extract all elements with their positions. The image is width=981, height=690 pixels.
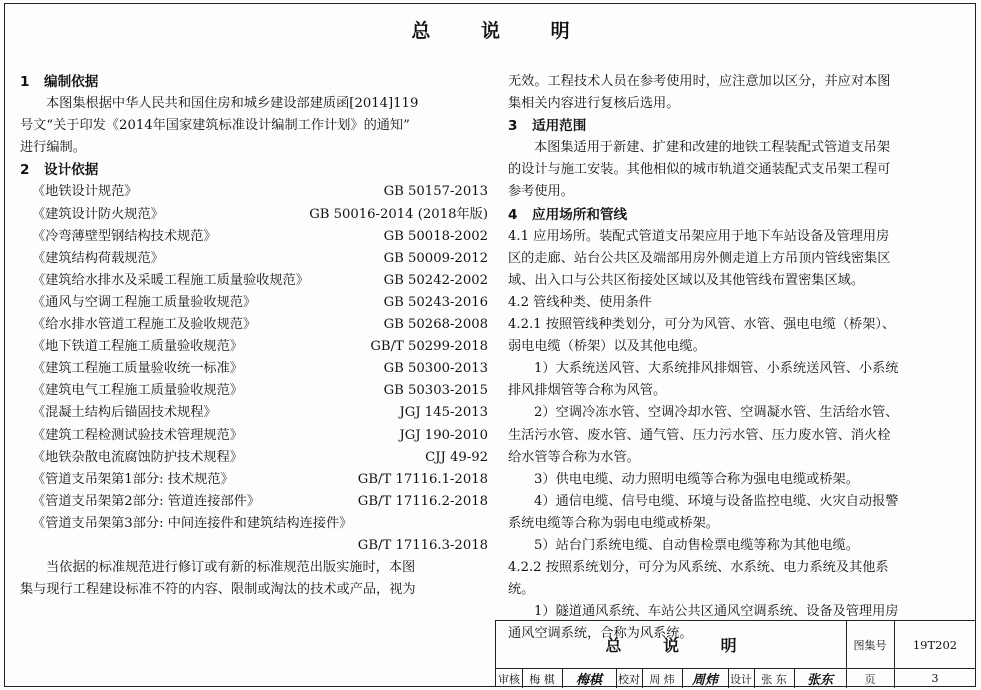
standard-row	[20, 292, 490, 314]
section-3-title: 适用范围	[532, 118, 587, 135]
standard-name: 《地铁杂散电流腐蚀防护技术规程》	[32, 449, 243, 465]
right-column	[508, 71, 966, 645]
section-2-title: 设计依据	[44, 162, 99, 179]
check-signature: 周炜	[691, 673, 718, 688]
standard-name: 《管道支吊架第3部分: 中间连接件和建筑结构连接件》	[32, 515, 353, 531]
standard-row	[20, 314, 490, 336]
continued-line: 无效。工程技术人员在参考使用时，应注意加以区分，并应对本图	[508, 74, 891, 89]
standard-name: 《混凝土结构后锚固技术规程》	[32, 405, 217, 421]
standard-row	[20, 248, 490, 270]
design-label: 设计	[730, 672, 752, 686]
standard-code: JGJ 145-2013	[399, 405, 488, 421]
check-label: 校对	[618, 672, 640, 686]
standard-name: 《给水排水管道工程施工及验收规范》	[32, 317, 257, 333]
section-1-line: 本图集根据中华人民共和国住房和城乡建设部建质函[2014]119	[46, 96, 419, 112]
standard-name: 《地下铁道工程施工质量验收规范》	[32, 339, 243, 355]
section-1-heading	[20, 71, 490, 93]
standard-code: GB 50018-2002	[383, 228, 488, 244]
review-label: 审核	[498, 672, 520, 686]
page-title: 总 说 明	[411, 20, 592, 42]
standard-code: GB 50157-2013	[383, 184, 488, 200]
section-2-heading	[20, 159, 490, 181]
review-signature: 梅棋	[575, 673, 602, 688]
standard-row	[20, 226, 490, 248]
title-block-sign-row	[496, 668, 976, 688]
standard-code: GB 50303-2015	[383, 383, 488, 399]
standard-name: 《管道支吊架第1部分: 技术规范》	[32, 471, 234, 487]
section-1-title: 编制依据	[44, 74, 99, 90]
standard-code: GB/T 17116.1-2018	[357, 471, 488, 487]
standard-code: GB/T 50299-2018	[370, 339, 488, 355]
continued-line: 集相关内容进行复核后选用。	[508, 96, 680, 112]
section-4-line: 4.1 应用场所。装配式管道支吊架应用于地下车站设备及管理用房	[508, 228, 890, 244]
standard-row	[20, 181, 490, 203]
section-4-title: 应用场所和管线	[532, 206, 628, 223]
section-4-line: 4.2.2 按照系统划分，可分为风系统、水系统、电力系统及其他系	[508, 560, 889, 576]
standard-code: JGJ 190-2010	[399, 427, 488, 443]
standard-row	[20, 204, 490, 226]
standard-name: 《冷弯薄壁型钢结构技术规范》	[32, 228, 217, 244]
section-4-line: 弱电电缆（桥架）以及其他电缆。	[508, 339, 706, 355]
standard-name: 《建筑工程施工质量验收统一标准》	[32, 361, 243, 377]
standard-name: 《建筑给水排水及采暖工程施工质量验收规范》	[32, 272, 309, 288]
page-label: 页	[864, 672, 876, 686]
section-4-line: 生活污水管、废水管、通气管、压力污水管、压力废水管、消火栓	[508, 427, 891, 443]
standard-code: GB 50016-2014 (2018年版)	[309, 206, 488, 222]
section-1-line: 号文“关于印发《2014年国家建筑标准设计编制工作计划》的通知”	[20, 118, 410, 134]
section-4-line: 区的走廊、站台公共区及端部用房外侧走道上方吊顶内管线密集区	[508, 250, 891, 266]
standard-name: 《建筑工程检测试验技术管理规范》	[32, 427, 243, 443]
section-1-number: 1	[20, 74, 30, 90]
title-block-title: 总 说 明	[605, 636, 755, 655]
section-4-line: 给水管等合称为水管。	[508, 449, 640, 465]
section-3-line: 参考使用。	[508, 184, 574, 200]
review-name: 梅 棋	[529, 672, 555, 686]
section-4-line: 2）空调冷冻水管、空调冷却水管、空调凝水管、生活给水管、	[534, 405, 899, 421]
section-4-line: 1）隧道通风系统、车站公共区通风空调系统、设备及管理用房	[534, 604, 899, 620]
section-3-line: 本图集适用于新建、扩建和改建的地铁工程装配式管道支吊架	[534, 140, 891, 156]
section-4-number: 4	[508, 206, 518, 223]
standard-code: GB 50243-2016	[383, 294, 488, 310]
section-4-line: 1）大系统送风管、大系统排风排烟管、小系统送风管、小系统	[534, 361, 899, 377]
standard-row	[20, 380, 490, 402]
note-line: 集与现行工程建设标准不符的内容、限制或淘汰的技术或产品，视为	[20, 582, 416, 598]
standard-code: GB 50300-2013	[383, 361, 488, 377]
section-4-line: 4）通信电缆、信号电缆、环境与设备监控电缆、火灾自动报警	[534, 493, 899, 509]
standard-row	[20, 358, 490, 380]
title-block-top-row	[496, 621, 976, 668]
section-4-line: 系统电缆等合称为弱电电缆或桥架。	[508, 515, 719, 531]
standard-code: GB 50268-2008	[383, 317, 488, 333]
section-2-number: 2	[20, 162, 30, 179]
section-1-line: 进行编制。	[20, 140, 86, 156]
left-column	[20, 71, 490, 601]
section-3-number: 3	[508, 118, 518, 135]
section-4-line: 4.2 管线种类、使用条件	[508, 294, 652, 310]
standard-code: GB/T 17116.2-2018	[357, 493, 488, 509]
section-4-heading	[508, 204, 966, 226]
standard-row	[20, 491, 490, 513]
section-3-heading	[508, 115, 966, 137]
atlas-number-label: 图集号	[853, 638, 887, 652]
standard-code: GB 50009-2012	[383, 250, 488, 266]
section-4-line: 3）供电电缆、动力照明电缆等合称为强电电缆或桥架。	[534, 471, 859, 487]
atlas-number: 19T202	[912, 637, 958, 652]
title-block	[495, 620, 976, 687]
standard-name: 《管道支吊架第2部分: 管道连接部件》	[32, 493, 261, 509]
standards-list	[20, 181, 490, 512]
standard-name: 《地铁设计规范》	[32, 184, 138, 200]
standard-name: 《建筑设计防火规范》	[32, 206, 164, 222]
section-4-line: 排风排烟管等合称为风管。	[508, 383, 667, 399]
standard-name: 《通风与空调工程施工质量验收规范》	[32, 294, 257, 310]
standard-name: 《建筑电气工程施工质量验收规范》	[32, 383, 243, 399]
section-4-line: 4.2.1 按照管线种类划分，可分为风管、水管、强电电缆（桥架）、	[508, 317, 896, 333]
standard-code: CJJ 49-92	[425, 449, 488, 465]
section-4-line: 统。	[508, 582, 535, 598]
section-4-line: 通风空调系统，合称为风系统。	[508, 626, 693, 642]
standard-row	[20, 469, 490, 491]
section-4-body	[508, 226, 966, 646]
section-3-line: 的设计与施工安装。其他相似的城市轨道交通装配式支吊架工程可	[508, 162, 891, 178]
standard-code: GB 50242-2002	[383, 272, 488, 288]
section-4-line: 域、出入口与公共区衔接处区域以及其他管线布置密集区域。	[508, 272, 865, 288]
standard-name: 《建筑结构荷载规范》	[32, 250, 164, 266]
standard-row	[20, 425, 490, 447]
design-signature: 张东	[806, 673, 833, 688]
page-number: 3	[931, 672, 939, 685]
standard-row	[20, 336, 490, 358]
standard-row	[20, 402, 490, 424]
standard-code: GB/T 17116.3-2018	[357, 537, 488, 553]
standard-row	[20, 270, 490, 292]
design-name: 张 东	[761, 672, 787, 686]
check-name: 周 炜	[649, 672, 675, 686]
standard-row	[20, 447, 490, 469]
section-4-line: 5）站台门系统电缆、自动售检票电缆等称为其他电缆。	[534, 537, 859, 553]
note-line: 当依据的标准规范进行修订或有新的标准规范出版实施时，本图	[46, 560, 416, 576]
